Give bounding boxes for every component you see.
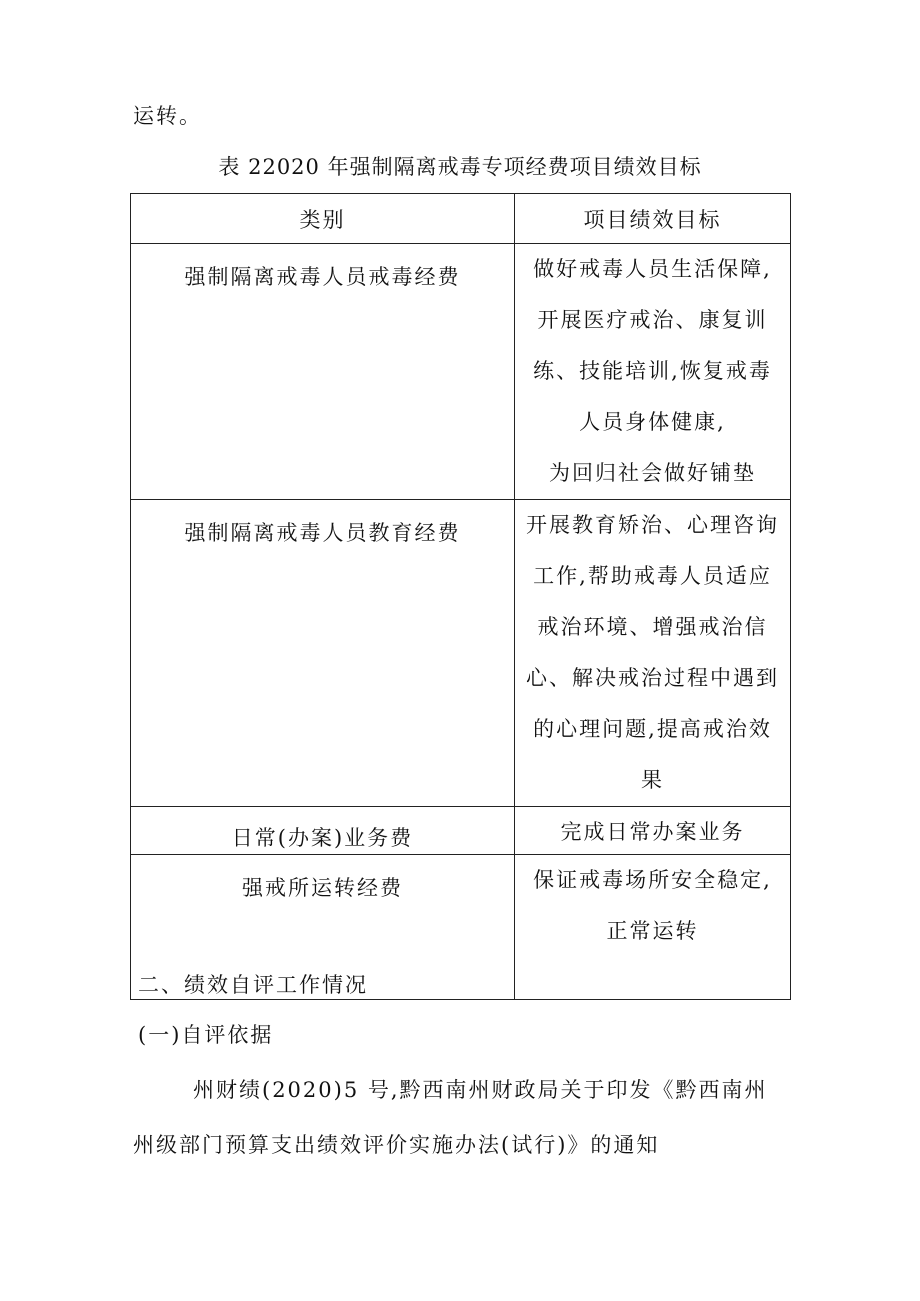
goal-line: 工作,帮助戒毒人员适应 bbox=[533, 564, 772, 588]
header-category: 类别 bbox=[131, 194, 515, 244]
goal-line: 人员身体健康, bbox=[579, 410, 726, 434]
goal-line: 为回归社会做好铺垫 bbox=[549, 461, 756, 485]
category-cell: 强制隔离戒毒人员戒毒经费 bbox=[131, 244, 515, 500]
goal-line: 戒治环境、增强戒治信 bbox=[537, 615, 768, 639]
paragraph-line: 州财绩(2020)5 号,黔西南州财政局关于印发《黔西南州 bbox=[193, 1078, 768, 1102]
table-row bbox=[131, 244, 791, 500]
goal-line: 保证戒毒场所安全稳定, bbox=[533, 868, 772, 892]
goal-line: 开展医疗戒治、康复训 bbox=[537, 308, 768, 332]
goal-line: 果 bbox=[641, 768, 664, 792]
category-cell: 强制隔离戒毒人员教育经费 bbox=[131, 500, 515, 807]
goal-line: 心、解决戒治过程中遇到 bbox=[526, 666, 779, 690]
performance-goals-table bbox=[130, 193, 791, 1000]
goal-line: 的心理问题,提高戒治效 bbox=[533, 717, 772, 741]
table-caption: 表 22020 年强制隔离戒毒专项经费项目绩效目标 bbox=[218, 155, 702, 179]
paragraph-line: 州级部门预算支出绩效评价实施办法(试行)》的通知 bbox=[133, 1133, 660, 1157]
table-row bbox=[131, 807, 791, 855]
goal-cell bbox=[515, 855, 791, 1000]
goal-line: 正常运转 bbox=[606, 919, 699, 943]
section-heading: 二、绩效自评工作情况 bbox=[138, 973, 368, 997]
goal-line: 完成日常办案业务 bbox=[560, 820, 745, 844]
category-cell: 强戒所运转经费 bbox=[131, 855, 515, 1000]
goal-cell bbox=[515, 500, 791, 807]
header-goal: 项目绩效目标 bbox=[515, 194, 791, 244]
goal-line: 练、技能培训,恢复戒毒 bbox=[533, 359, 772, 383]
goal-line: 开展教育矫治、心理咨询 bbox=[526, 513, 779, 537]
continuation-text: 运转。 bbox=[133, 104, 202, 128]
subsection-heading: (一)自评依据 bbox=[138, 1023, 274, 1047]
goal-cell bbox=[515, 244, 791, 500]
goal-line: 做好戒毒人员生活保障, bbox=[533, 257, 772, 281]
table-header-row bbox=[131, 194, 791, 244]
category-cell: 日常(办案)业务费 bbox=[131, 807, 515, 855]
table-row bbox=[131, 500, 791, 807]
goal-cell bbox=[515, 807, 791, 855]
